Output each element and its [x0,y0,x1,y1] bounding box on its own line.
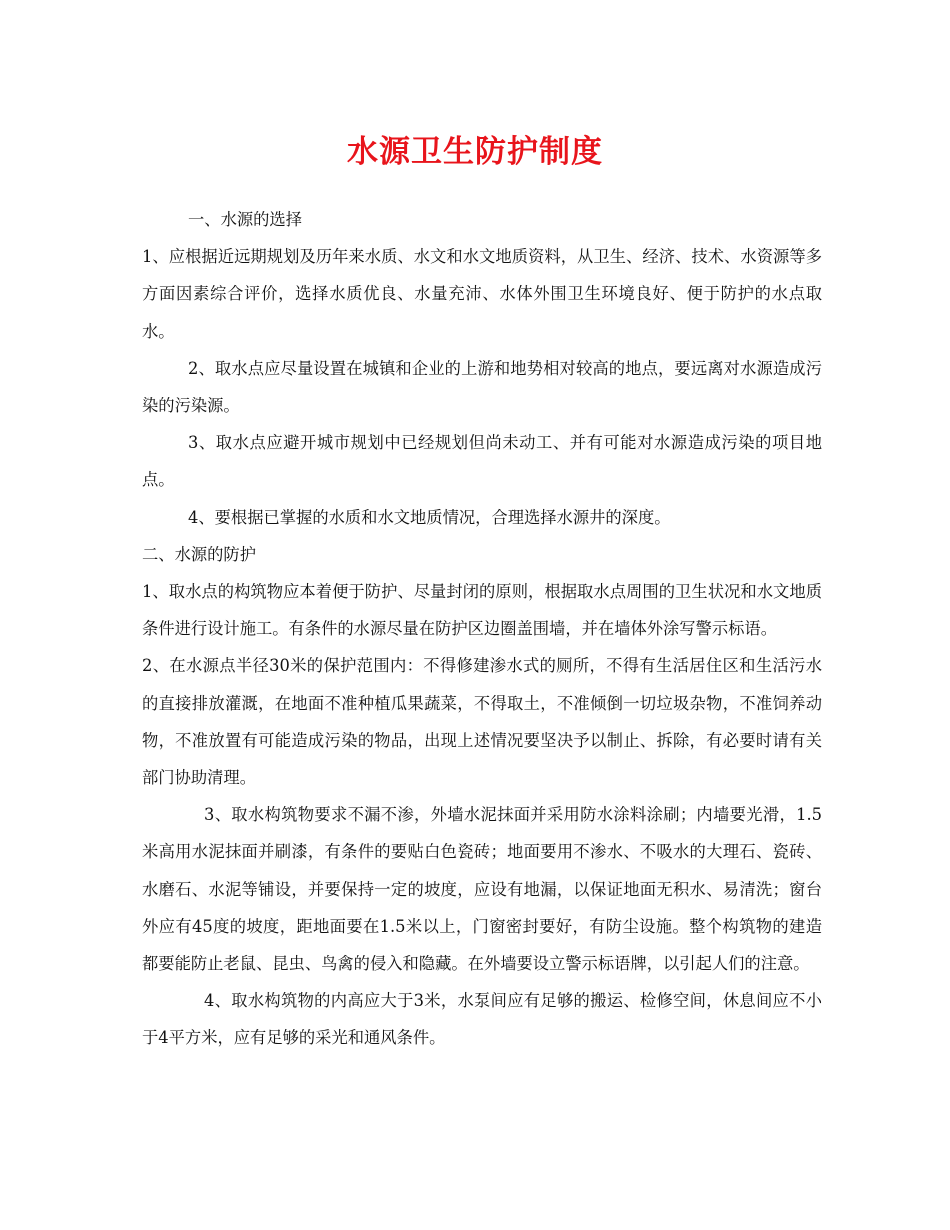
paragraph-1-4: 4、要根据已掌握的水质和水文地质情况，合理选择水源井的深度。 [188,507,671,527]
paragraph-1-3: 3、取水点应避开城市规划中已经规划但尚未动工、并有可能对水源造成污染的项目地点。 [142,433,822,490]
paragraph-1-2: 2、取水点应尽量设置在城镇和企业的上游和地势相对较高的地点，要远离对水源造成污染的污染源。 [142,358,822,416]
document-title: 水源卫生防护制度 [347,134,603,170]
section-heading-2: 二、水源的防护 [142,544,256,564]
paragraph-2-4: 4、取水构筑物的内高应大于3米，水泵间应有足够的搬运、检修空间，休息间应不小于4平方米，应有足够的采光和通风条件。 [142,991,822,1048]
paragraph-2-3: 3、取水构筑物要求不漏不渗，外墙水泥抹面并采用防水涂料涂刷；内墙要光滑，1.5米高用水泥抹面并刷漆，有条件的要贴白色瓷砖；地面要用不渗水、不吸水的大理石、瓷砖、水磨石、水泥等铺设，并要保持一定的坡度，应设有地漏，以保证地面无积水、易清洗；窗台外应有45度的坡度，距地面要在1.5米以上，门窗密封要好，有防尘设施。整个构筑物的建造都要能防止老鼠、昆虫、鸟禽的侵入和隐藏。在外墙要设立警示标语牌，以引起人们的注意。 [142,805,822,974]
paragraph-2-2: 2、在水源点半径30米的保护范围内：不得修建渗水式的厕所，不得有生活居住区和生活污水的直接排放灌溉，在地面不准种植瓜果蔬菜，不得取土，不准倾倒一切垃圾杂物，不准饲养动物，不准放置有可能造成污染的物品，出现上述情况要坚决予以制止、拆除，有必要时请有关部门协助清理。 [142,656,822,788]
paragraph-2-1: 1、取水点的构筑物应本着便于防护、尽量封闭的原则，根据取水点周围的卫生状况和水文地质条件进行设计施工。有条件的水源尽量在防护区边圈盖围墙，并在墙体外涂写警示标语。 [142,582,822,639]
document-body [142,201,822,1057]
section-heading-1: 一、水源的选择 [188,210,302,229]
paragraph-1-1: 1、应根据近远期规划及历年来水质、水文和水文地质资料，从卫生、经济、技术、水资源等多方面因素综合评价，选择水质优良、水量充沛、水体外围卫生环境良好、便于防护的水点取水。 [142,247,822,341]
